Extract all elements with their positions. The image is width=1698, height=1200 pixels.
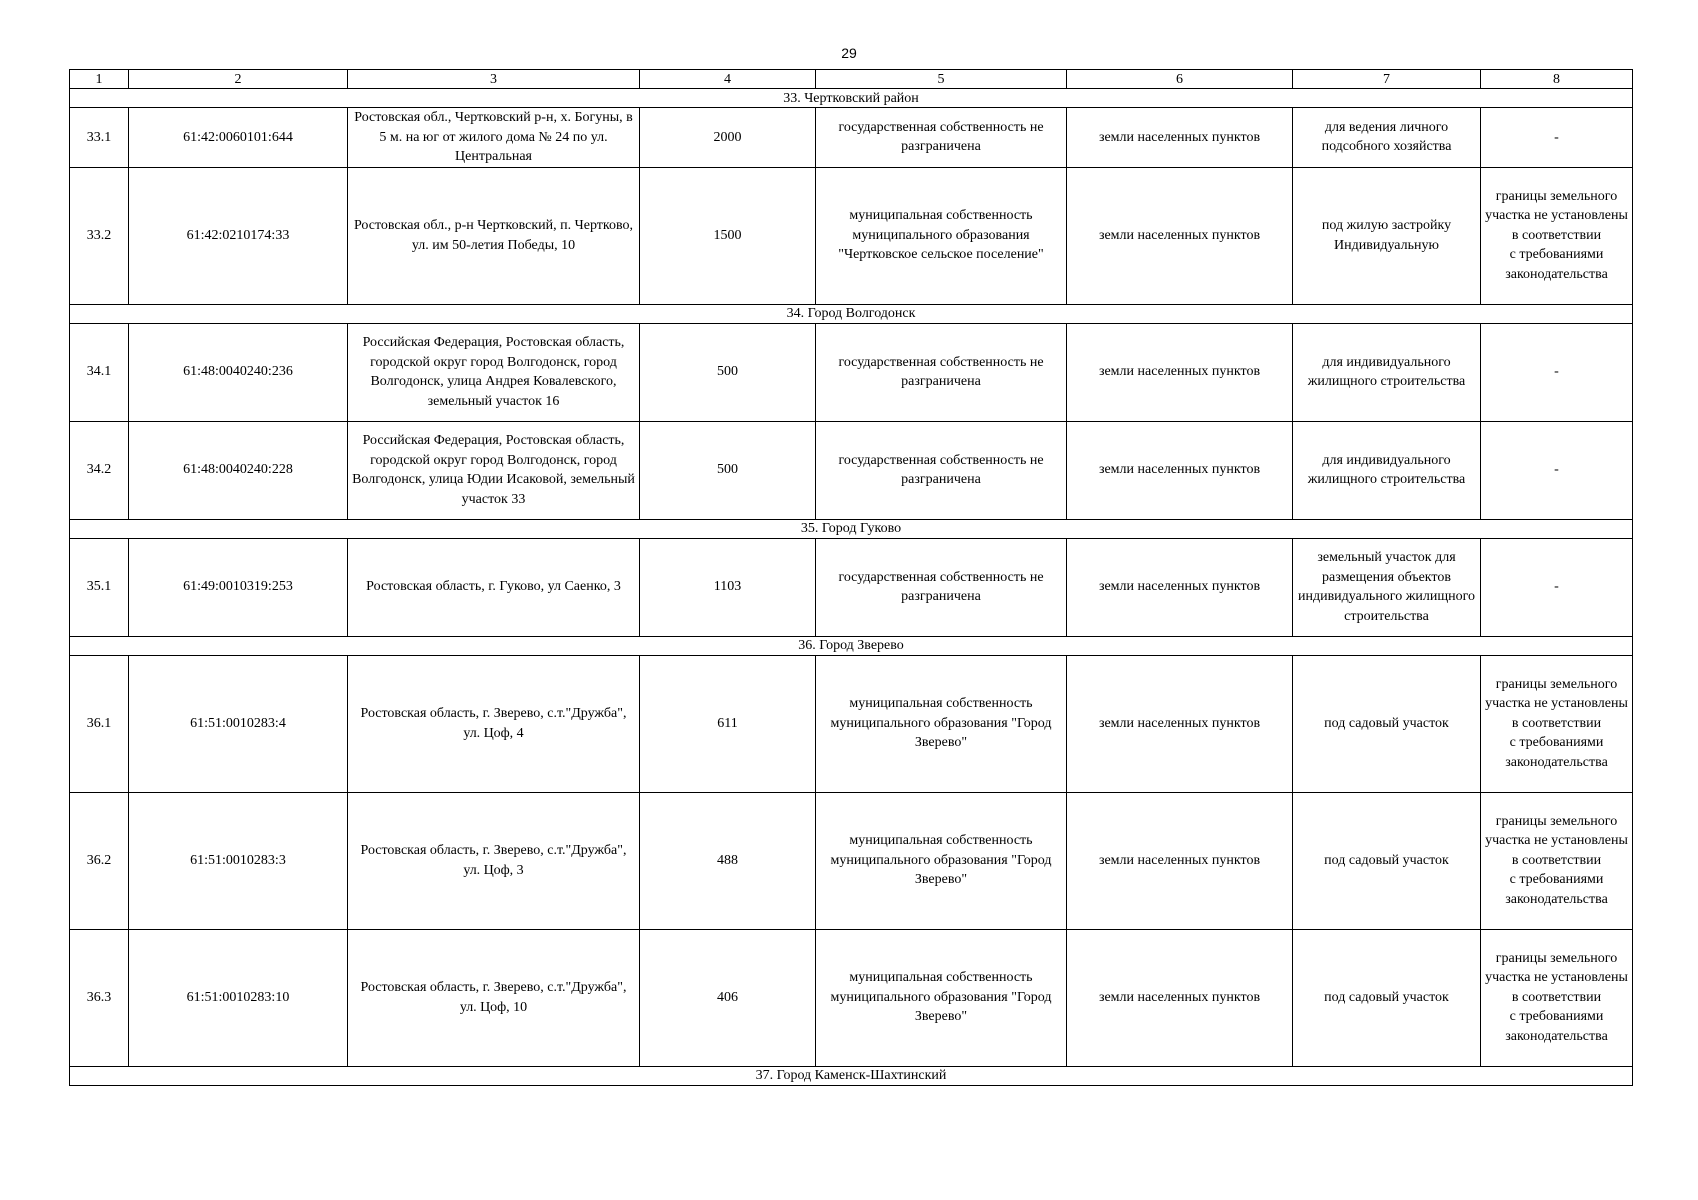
cell-ownership: муниципальная собственность муниципального образования "Город Зверево" [816, 655, 1067, 792]
cell-address: Ростовская область, г. Гуково, ул Саенко, 3 [348, 538, 640, 636]
cell-land-category: земли населенных пунктов [1067, 167, 1293, 304]
cell-number: 34.1 [70, 323, 129, 421]
cell-ownership: муниципальная собственность муниципального образования "Город Зверево" [816, 792, 1067, 929]
cell-permitted-use: под жилую застройку Индивидуальную [1293, 167, 1481, 304]
cell-number: 36.2 [70, 792, 129, 929]
cell-permitted-use: для индивидуального жилищного строительства [1293, 323, 1481, 421]
cell-number: 33.2 [70, 167, 129, 304]
cell-land-category: земли населенных пунктов [1067, 655, 1293, 792]
cell-area: 406 [640, 929, 816, 1066]
table-row [70, 421, 1633, 519]
section-title: 37. Город Каменск-Шахтинский [70, 1066, 1633, 1085]
cell-notes: - [1481, 538, 1633, 636]
cell-address: Российская Федерация, Ростовская область, городской округ город Волгодонск, город Волгодонск, улица Юдии Исаковой, земельный участок 33 [348, 421, 640, 519]
cell-cadastral-number: 61:42:0210174:33 [129, 167, 348, 304]
cell-ownership: государственная собственность не разграничена [816, 323, 1067, 421]
column-number: 7 [1293, 70, 1481, 89]
cell-cadastral-number: 61:51:0010283:4 [129, 655, 348, 792]
table-row [70, 323, 1633, 421]
section-header-row [70, 1066, 1633, 1085]
cell-number: 35.1 [70, 538, 129, 636]
cell-number: 36.3 [70, 929, 129, 1066]
cell-area: 2000 [640, 108, 816, 168]
cell-address: Российская Федерация, Ростовская область, городской округ город Волгодонск, город Волгодонск, улица Андрея Ковалевского, земельный участок 16 [348, 323, 640, 421]
cell-land-category: земли населенных пунктов [1067, 323, 1293, 421]
section-title: 34. Город Волгодонск [70, 304, 1633, 323]
cell-address: Ростовская обл., Чертковский р-н, х. Богуны, в 5 м. на юг от жилого дома № 24 по ул. Центральная [348, 108, 640, 168]
cell-land-category: земли населенных пунктов [1067, 421, 1293, 519]
cell-notes: границы земельного участка не установлены в соответствии с требованиями законодательства [1481, 167, 1633, 304]
table-row [70, 929, 1633, 1066]
column-number: 6 [1067, 70, 1293, 89]
section-title: 35. Город Гуково [70, 519, 1633, 538]
section-header-row [70, 89, 1633, 108]
cell-permitted-use: для ведения личного подсобного хозяйства [1293, 108, 1481, 168]
cell-notes: - [1481, 108, 1633, 168]
cell-notes: - [1481, 421, 1633, 519]
cell-area: 1500 [640, 167, 816, 304]
cell-permitted-use: под садовый участок [1293, 929, 1481, 1066]
cell-permitted-use: для индивидуального жилищного строительства [1293, 421, 1481, 519]
section-header-row [70, 636, 1633, 655]
cell-area: 500 [640, 421, 816, 519]
page-number: 29 [841, 45, 857, 61]
table-body [70, 70, 1633, 1086]
cell-notes: границы земельного участка не установлены в соответствии с требованиями законодательства [1481, 929, 1633, 1066]
cell-ownership: государственная собственность не разграничена [816, 538, 1067, 636]
cell-area: 1103 [640, 538, 816, 636]
cell-permitted-use: под садовый участок [1293, 792, 1481, 929]
cell-number: 36.1 [70, 655, 129, 792]
land-plots-table [69, 69, 1633, 1086]
cell-ownership: муниципальная собственность муниципального образования "Город Зверево" [816, 929, 1067, 1066]
cell-address: Ростовская область, г. Зверево, с.т."Дружба", ул. Цоф, 4 [348, 655, 640, 792]
cell-land-category: земли населенных пунктов [1067, 792, 1293, 929]
cell-address: Ростовская область, г. Зверево, с.т."Дружба", ул. Цоф, 10 [348, 929, 640, 1066]
table-row [70, 655, 1633, 792]
table-row [70, 792, 1633, 929]
column-number-row [70, 70, 1633, 89]
table-row [70, 167, 1633, 304]
column-number: 1 [70, 70, 129, 89]
cell-permitted-use: под садовый участок [1293, 655, 1481, 792]
cell-area: 488 [640, 792, 816, 929]
column-number: 8 [1481, 70, 1633, 89]
cell-cadastral-number: 61:48:0040240:228 [129, 421, 348, 519]
column-number: 2 [129, 70, 348, 89]
cell-cadastral-number: 61:42:0060101:644 [129, 108, 348, 168]
cell-cadastral-number: 61:51:0010283:10 [129, 929, 348, 1066]
column-number: 4 [640, 70, 816, 89]
cell-area: 611 [640, 655, 816, 792]
cell-land-category: земли населенных пунктов [1067, 929, 1293, 1066]
cell-notes: - [1481, 323, 1633, 421]
cell-land-category: земли населенных пунктов [1067, 108, 1293, 168]
cell-cadastral-number: 61:48:0040240:236 [129, 323, 348, 421]
cell-number: 33.1 [70, 108, 129, 168]
section-title: 33. Чертковский район [70, 89, 1633, 108]
table-row [70, 108, 1633, 168]
cell-land-category: земли населенных пунктов [1067, 538, 1293, 636]
cell-number: 34.2 [70, 421, 129, 519]
table-row [70, 538, 1633, 636]
cell-area: 500 [640, 323, 816, 421]
cell-notes: границы земельного участка не установлены в соответствии с требованиями законодательства [1481, 655, 1633, 792]
cell-notes: границы земельного участка не установлены в соответствии с требованиями законодательства [1481, 792, 1633, 929]
column-number: 3 [348, 70, 640, 89]
cell-cadastral-number: 61:49:0010319:253 [129, 538, 348, 636]
cell-ownership: государственная собственность не разграничена [816, 421, 1067, 519]
cell-ownership: муниципальная собственность муниципального образования "Чертковское сельское поселение" [816, 167, 1067, 304]
section-header-row [70, 519, 1633, 538]
cell-address: Ростовская область, г. Зверево, с.т."Дружба", ул. Цоф, 3 [348, 792, 640, 929]
section-header-row [70, 304, 1633, 323]
cell-cadastral-number: 61:51:0010283:3 [129, 792, 348, 929]
cell-address: Ростовская обл., р-н Чертковский, п. Чертково, ул. им 50-летия Победы, 10 [348, 167, 640, 304]
column-number: 5 [816, 70, 1067, 89]
cell-ownership: государственная собственность не разграничена [816, 108, 1067, 168]
section-title: 36. Город Зверево [70, 636, 1633, 655]
cell-permitted-use: земельный участок для размещения объектов индивидуального жилищного строительства [1293, 538, 1481, 636]
